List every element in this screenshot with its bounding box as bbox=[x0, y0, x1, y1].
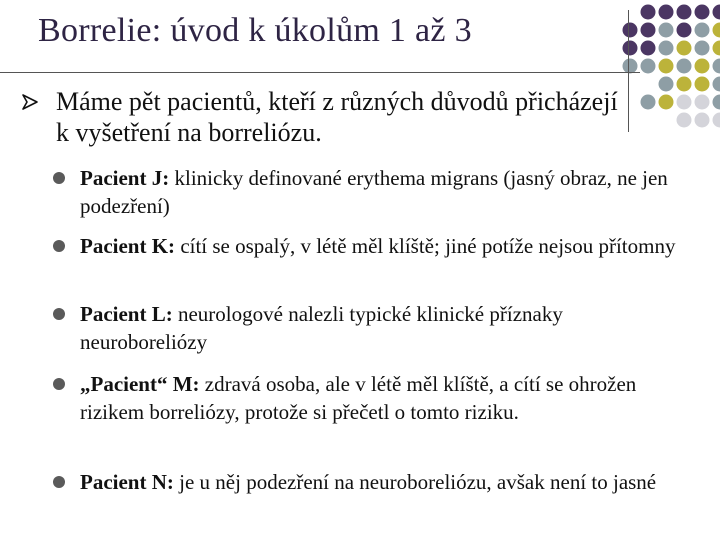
decorative-dot bbox=[641, 5, 656, 20]
patient-description: je u něj podezření na neuroboreliózu, avšak není to jasné bbox=[173, 470, 657, 494]
decorative-dot bbox=[641, 41, 656, 56]
decorative-dot bbox=[659, 23, 674, 38]
list-item-patient-k bbox=[80, 232, 685, 260]
slide-title: Borrelie: úvod k úkolům 1 až 3 bbox=[38, 12, 472, 49]
bullet-dot-icon bbox=[53, 476, 65, 488]
decorative-dot bbox=[713, 113, 720, 128]
decorative-dot bbox=[641, 59, 656, 74]
decorative-dot bbox=[677, 41, 692, 56]
list-item-patient-j bbox=[80, 164, 685, 220]
decorative-dot bbox=[677, 59, 692, 74]
patient-description: neurologové nalezli typické klinické příznaky neuroboreliózy bbox=[80, 302, 563, 354]
decorative-dot bbox=[695, 41, 710, 56]
decorative-dot bbox=[713, 5, 720, 20]
patient-description: cítí se ospalý, v létě měl klíště; jiné potíže nejsou přítomny bbox=[175, 234, 676, 258]
decorative-dot bbox=[659, 41, 674, 56]
bullet-dot-icon bbox=[53, 378, 65, 390]
bullet-dot-icon bbox=[53, 240, 65, 252]
decorative-dot bbox=[677, 5, 692, 20]
patient-description: klinicky definované erythema migrans (jasný obraz, ne jen podezření) bbox=[80, 166, 668, 218]
decorative-dot bbox=[713, 59, 720, 74]
decorative-dot bbox=[713, 95, 720, 110]
patient-label: Pacient L: bbox=[80, 302, 173, 326]
bullet-dot-icon bbox=[53, 172, 65, 184]
patient-label: Pacient K: bbox=[80, 234, 176, 258]
patient-description: zdravá osoba, ale v létě měl klíště, a cítí se ohrožen rizikem borreliózy, protože si přečetl o tomto riziku. bbox=[80, 372, 637, 424]
bullet-dot-icon bbox=[53, 308, 65, 320]
decorative-dot bbox=[677, 23, 692, 38]
arrow-bullet-icon bbox=[20, 92, 40, 112]
title-underline bbox=[0, 72, 640, 73]
decorative-dot bbox=[641, 23, 656, 38]
decorative-dot bbox=[695, 59, 710, 74]
decorative-dot bbox=[713, 23, 720, 38]
decorative-dot bbox=[713, 41, 720, 56]
decorative-dot bbox=[695, 5, 710, 20]
list-item-patient-n bbox=[80, 468, 685, 496]
decorative-dot bbox=[713, 77, 720, 92]
patient-label: „Pacient“ M: bbox=[80, 372, 200, 396]
main-bullet-text: Máme pět pacientů, kteří z různých důvodů přicházejí k vyšetření na borreliózu. bbox=[56, 87, 618, 147]
patient-label: Pacient J: bbox=[80, 166, 170, 190]
list-item-patient-m bbox=[80, 370, 685, 426]
decorative-dot bbox=[695, 23, 710, 38]
decorative-dot bbox=[623, 41, 638, 56]
list-item-patient-l bbox=[80, 300, 685, 356]
decorative-dot bbox=[659, 5, 674, 20]
decorative-dot bbox=[623, 23, 638, 38]
patient-label: Pacient N: bbox=[80, 470, 174, 494]
decorative-dot bbox=[659, 59, 674, 74]
